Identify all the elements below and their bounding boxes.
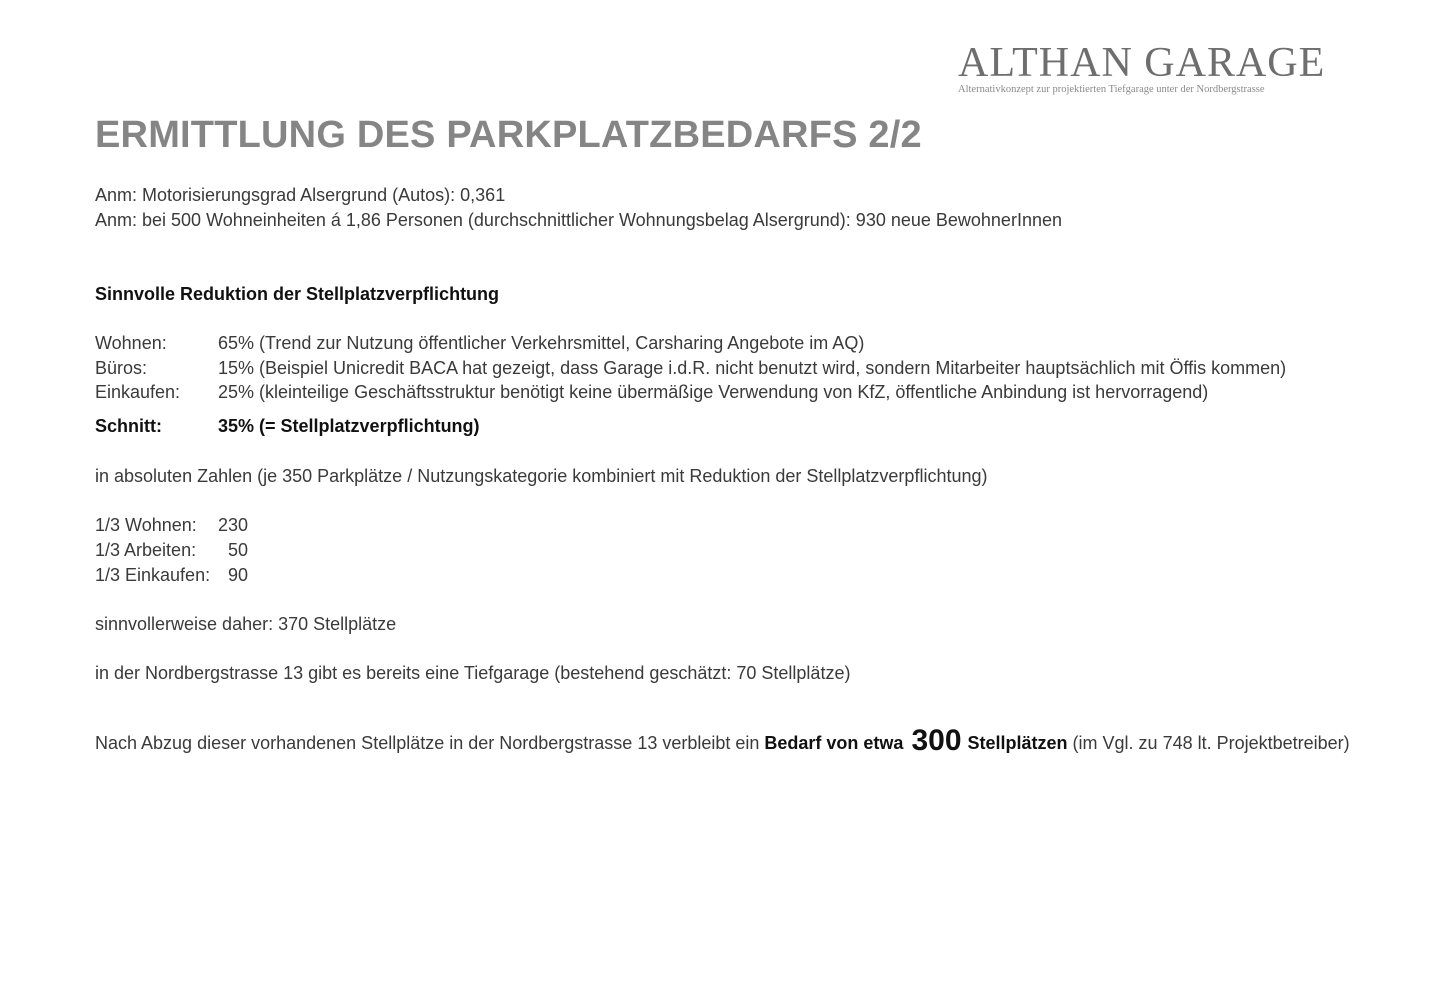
- reduction-label: Einkaufen:: [95, 382, 181, 402]
- reduction-label: Büros:: [95, 358, 148, 378]
- note-motorization: Anm: Motorisierungsgrad Alsergrund (Autos): 0,361: [95, 185, 506, 205]
- reduction-text: 15% (Beispiel Unicredit BACA hat gezeigt, dass Garage i.d.R. nicht benutzt wird, sondern Mitarbeiter hauptsächlich mit Öffis kommen): [218, 358, 1287, 378]
- third-label: 1/3 Wohnen:: [95, 515, 197, 535]
- reduction-text: 65% (Trend zur Nutzung öffentlicher Verkehrsmittel, Carsharing Angebote im AQ): [218, 333, 865, 353]
- brand-title: ALTHAN GARAGE: [958, 40, 1326, 86]
- reduction-row-wohnen: [95, 331, 864, 355]
- average-text: 35% (= Stellplatzverpflichtung): [218, 416, 480, 436]
- reduction-label: Wohnen:: [95, 333, 167, 353]
- third-row-wohnen: [95, 513, 248, 537]
- third-row-einkaufen: [95, 563, 248, 587]
- final-suffix: (im Vgl. zu 748 lt. Projektbetreiber): [1067, 733, 1350, 753]
- sensible-total: sinnvollerweise daher: 370 Stellplätze: [95, 614, 397, 634]
- third-label: 1/3 Einkaufen:: [95, 565, 211, 585]
- page-title: ERMITTLUNG DES PARKPLATZBEDARFS 2/2: [95, 114, 922, 156]
- reduction-average-row: [95, 414, 480, 438]
- reduction-row-einkaufen: [95, 380, 1208, 404]
- third-row-arbeiten: [95, 538, 248, 562]
- final-number: 300: [911, 724, 962, 757]
- average-label: Schnitt:: [95, 416, 162, 436]
- existing-garage-note: in der Nordbergstrasse 13 gibt es bereits eine Tiefgarage (bestehend geschätzt: 70 Stellplätze): [95, 663, 851, 683]
- third-value: 50: [227, 540, 248, 560]
- final-bold-after: Stellplätzen: [967, 733, 1068, 753]
- third-value: 230: [218, 515, 249, 535]
- absolute-intro: in absoluten Zahlen (je 350 Parkplätze / Nutzungskategorie kombiniert mit Reduktion der Stellplatzverpflichtung): [95, 466, 988, 486]
- final-bold-before: Bedarf von etwa: [764, 733, 904, 753]
- reduction-row-bueros: [95, 356, 1286, 380]
- third-label: 1/3 Arbeiten:: [95, 540, 197, 560]
- third-value: 90: [227, 565, 248, 585]
- reduction-heading: Sinnvolle Reduktion der Stellplatzverpflichtung: [95, 284, 500, 304]
- note-households: Anm: bei 500 Wohneinheiten á 1,86 Personen (durchschnittlicher Wohnungsbelag Alsergrund): 930 neue BewohnerInnen: [95, 210, 1062, 230]
- final-conclusion: [95, 724, 1350, 757]
- reduction-text: 25% (kleinteilige Geschäftsstruktur benötigt keine übermäßige Verwendung von KfZ, öffentliche Anbindung ist hervorragend): [218, 382, 1209, 402]
- final-prefix: Nach Abzug dieser vorhandenen Stellplätze in der Nordbergstrasse 13 verbleibt ein: [95, 733, 765, 753]
- brand-subtitle: Alternativkonzept zur projektierten Tiefgarage unter der Nordbergstrasse: [958, 84, 1265, 95]
- brand-logo: [958, 40, 1326, 95]
